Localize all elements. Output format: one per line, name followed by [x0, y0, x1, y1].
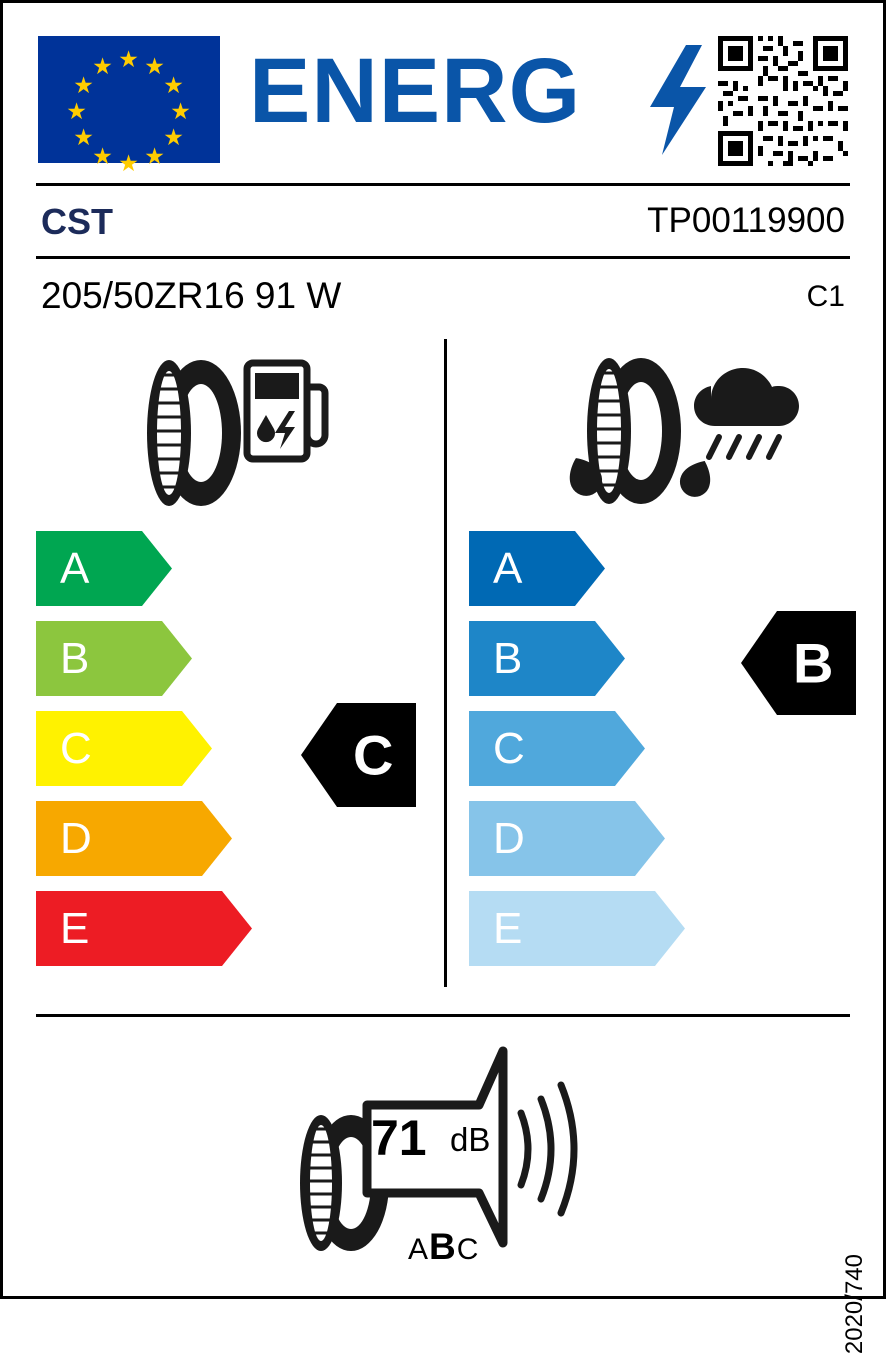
grade-letter: E: [493, 903, 523, 953]
divider-bottom: [36, 1014, 850, 1017]
qr-code-icon: [718, 36, 848, 166]
grade-letter: D: [493, 813, 525, 863]
grade-letter: D: [60, 813, 92, 863]
grade-row: [36, 891, 252, 966]
tyre-size: 205/50ZR16 91 W: [41, 275, 342, 316]
grade-letter: E: [60, 903, 90, 953]
noise-class-scale: [408, 1226, 479, 1268]
noise-class-b: B: [429, 1226, 457, 1267]
wet-grip-grades: [469, 531, 685, 981]
fuel-efficiency-grades: [36, 531, 252, 981]
grade-letter: B: [493, 633, 523, 683]
fuel-efficiency-selected-letter: C: [353, 723, 394, 787]
brand-name: CST: [41, 201, 113, 242]
grade-row: [469, 711, 685, 786]
grade-row: [36, 531, 252, 606]
grade-letter: C: [60, 723, 92, 773]
grade-row: [36, 621, 252, 696]
noise-db-value: 71: [371, 1110, 427, 1166]
tyre-class: C1: [806, 280, 845, 313]
grade-letter: B: [60, 633, 90, 683]
fuel-pump-tyre-icon: [123, 353, 333, 513]
grade-row: [36, 711, 252, 786]
grade-row: [469, 531, 685, 606]
divider-middle: [36, 256, 850, 259]
rain-cloud-tyre-icon: [533, 353, 793, 513]
grade-row: [469, 891, 685, 966]
energy-wordmark: ENERG: [249, 40, 582, 142]
divider-top: [36, 183, 850, 186]
grade-row: [36, 801, 252, 876]
noise-db-unit: dB: [450, 1121, 491, 1158]
wet-grip-selected-marker: [741, 611, 856, 715]
grade-letter: A: [60, 543, 90, 593]
wet-grip-selected-letter: B: [793, 631, 834, 695]
noise-class-a: A: [408, 1233, 430, 1266]
panel-divider: [444, 339, 447, 987]
fuel-efficiency-selected-marker: [301, 703, 416, 807]
noise-class-c: C: [456, 1233, 480, 1266]
grade-letter: A: [493, 543, 523, 593]
grade-letter: C: [493, 723, 525, 773]
grade-row: [469, 801, 685, 876]
lightning-bolt-icon: [648, 45, 708, 155]
label-header: [3, 3, 883, 183]
type-code: TP00119900: [647, 201, 845, 240]
regulation-reference: 2020/740: [841, 1254, 868, 1354]
grade-row: [469, 621, 685, 696]
eu-flag-icon: ★ ★ ★ ★ ★ ★ ★ ★ ★ ★ ★ ★: [38, 36, 220, 163]
